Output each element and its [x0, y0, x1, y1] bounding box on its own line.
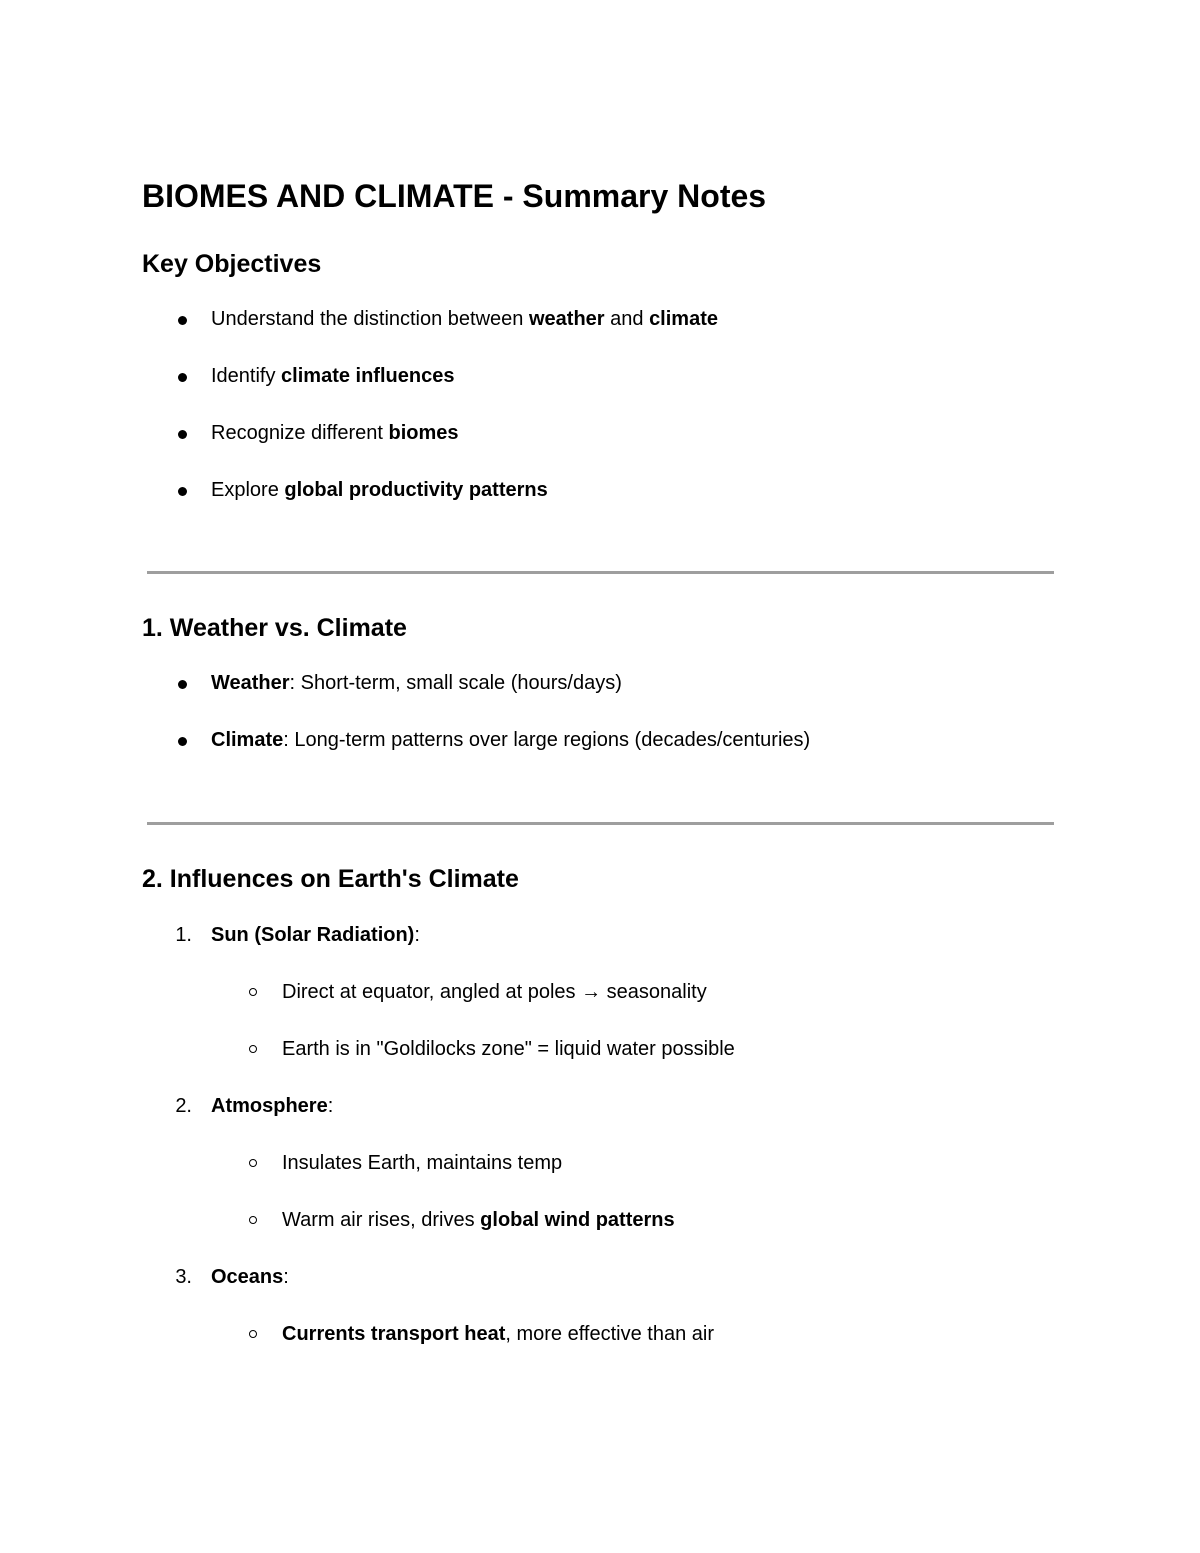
section-2-heading: 2. Influences on Earth's Climate [142, 865, 519, 893]
bold-text: global productivity patterns [284, 479, 548, 501]
bold-text: Currents transport heat [282, 1323, 506, 1345]
list-item [211, 1265, 289, 1289]
text-run: : Short-term, small scale (hours/days) [289, 672, 622, 694]
circle-bullet-icon [249, 988, 257, 996]
text-run: Earth is in "Goldilocks zone" = liquid water possible [282, 1038, 735, 1060]
text-run: Direct at equator, angled at poles → seasonality [282, 981, 707, 1003]
bold-text: climate influences [281, 365, 455, 387]
text-run: Warm air rises, drives [282, 1209, 481, 1231]
circle-bullet-icon [249, 1216, 257, 1224]
bold-text: global wind patterns [480, 1209, 675, 1231]
page-title: BIOMES AND CLIMATE - Summary Notes [142, 178, 767, 214]
text-run: Recognize different [211, 422, 389, 444]
list-item [211, 307, 718, 331]
text-run: Understand the distinction between [211, 308, 529, 330]
bold-text: Sun (Solar Radiation) [211, 924, 415, 946]
text-run: : Long-term patterns over large regions (decades/centuries) [283, 729, 811, 751]
bold-text: Oceans [211, 1266, 284, 1288]
text-run: , more effective than air [505, 1323, 714, 1345]
section-1-heading: 1. Weather vs. Climate [142, 614, 407, 642]
list-item [211, 728, 810, 752]
list-item [211, 1094, 333, 1118]
list-item [211, 364, 454, 388]
bullet-icon [178, 373, 187, 382]
list-item [211, 478, 548, 502]
bold-text: Weather [211, 672, 290, 694]
bold-text: Climate [211, 729, 284, 751]
text-run: and [604, 308, 650, 330]
text-run: : [414, 924, 420, 946]
list-item [211, 923, 420, 947]
list-item [211, 421, 459, 445]
text-run: : [327, 1095, 334, 1117]
circle-bullet-icon [249, 1045, 257, 1053]
text-run: : [283, 1266, 289, 1288]
sub-list-item [282, 1208, 675, 1232]
section-divider [147, 571, 1054, 574]
bold-text: climate [649, 308, 718, 330]
bullet-icon [178, 487, 187, 496]
sub-list-item [282, 980, 707, 1004]
bold-text: weather [528, 308, 605, 330]
key-objectives-heading: Key Objectives [142, 250, 322, 278]
bold-text: biomes [388, 422, 459, 444]
bullet-icon [178, 737, 187, 746]
bold-text: Atmosphere [211, 1095, 328, 1117]
sub-list-item [282, 1322, 714, 1346]
list-item [211, 671, 622, 695]
sub-list-item [282, 1037, 735, 1061]
list-number: 3. [175, 1266, 192, 1288]
bullet-icon [178, 680, 187, 689]
section-divider [147, 822, 1054, 825]
text-run: Explore [211, 479, 285, 501]
text-run: Identify [211, 365, 282, 387]
circle-bullet-icon [249, 1330, 257, 1338]
bullet-icon [178, 430, 187, 439]
list-number: 2. [175, 1095, 192, 1117]
sub-list-item [282, 1151, 562, 1175]
text-run: Insulates Earth, maintains temp [282, 1152, 563, 1174]
list-number: 1. [175, 924, 192, 946]
circle-bullet-icon [249, 1159, 257, 1167]
bullet-icon [178, 316, 187, 325]
